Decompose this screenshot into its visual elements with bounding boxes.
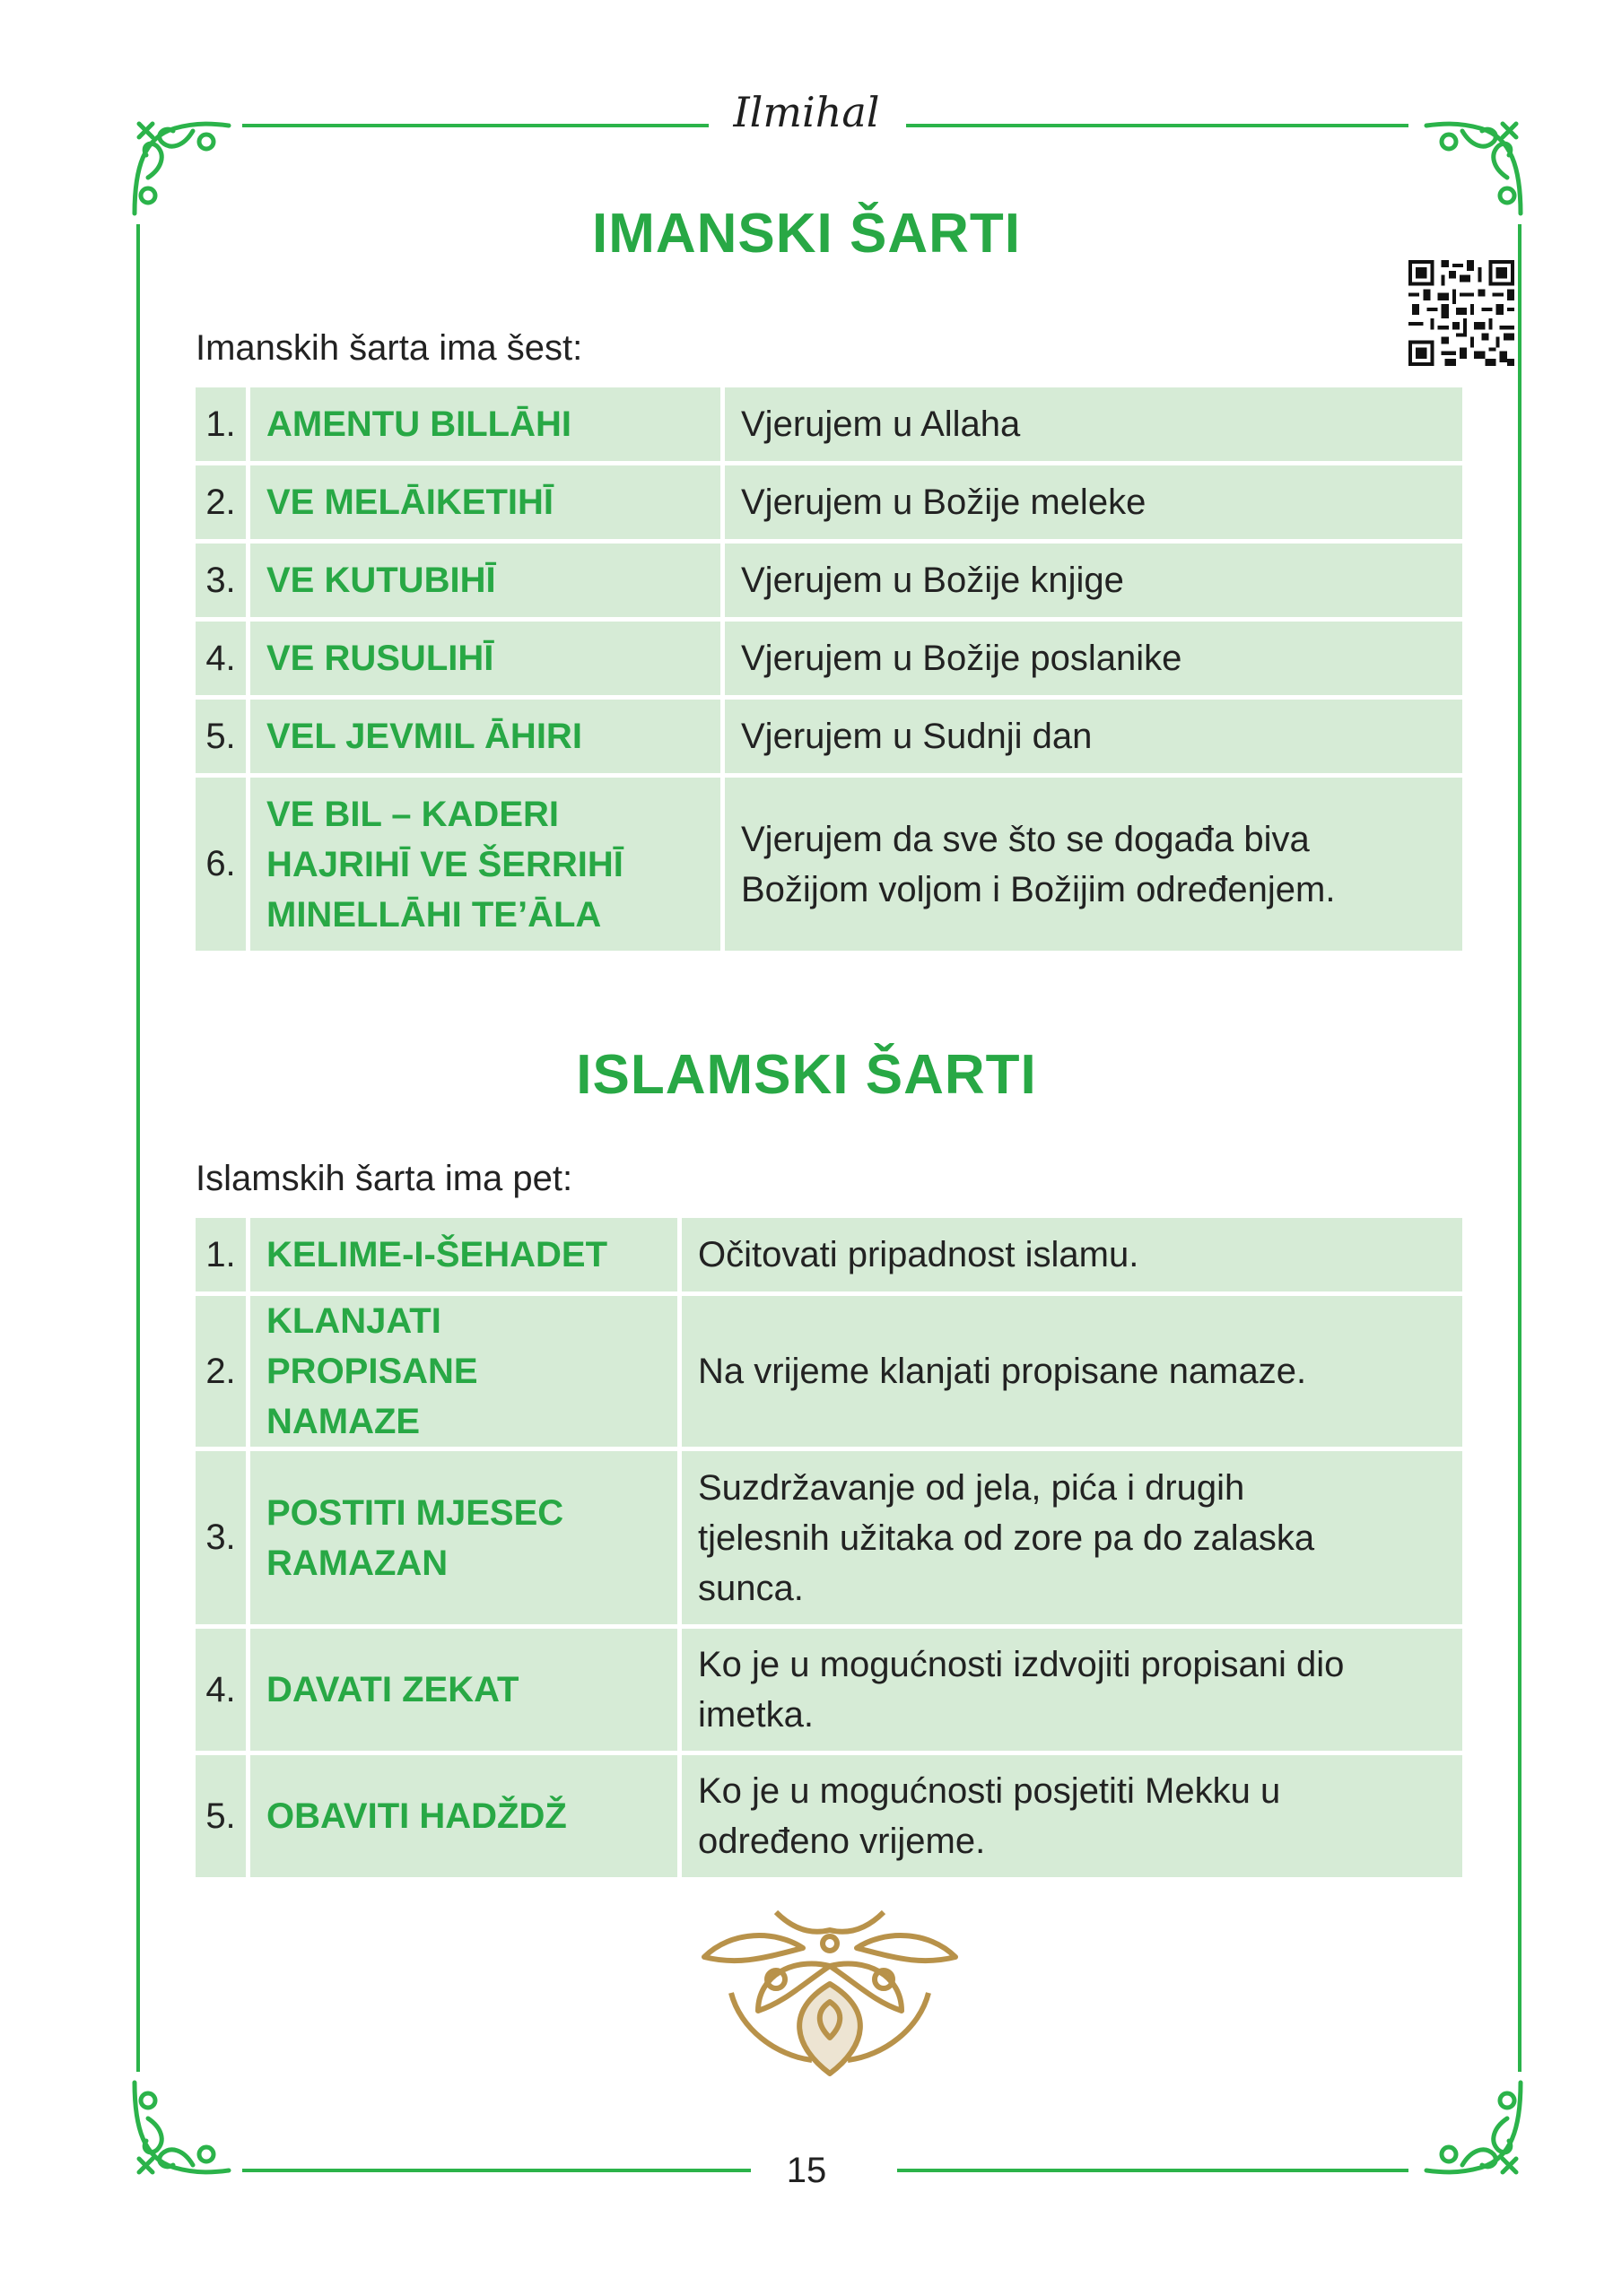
row-number: 6.: [196, 778, 246, 951]
row-meaning: [682, 1451, 1462, 1624]
running-header-text: Ilmihal: [709, 88, 905, 136]
row-term: [250, 778, 720, 951]
row-term: [250, 1629, 677, 1751]
row-meaning: [682, 1296, 1462, 1447]
row-term-line: AMENTU BILLĀHI: [266, 404, 571, 444]
row-number: 3.: [196, 544, 246, 617]
row-term-line: NAMAZE: [266, 1402, 421, 1441]
islamski-intro: Islamskih šarta ima pet:: [196, 1159, 573, 1198]
row-meaning-line: Vjerujem u Božije poslanike: [741, 639, 1182, 678]
row-meaning-line: Očitovati pripadnost islamu.: [698, 1235, 1139, 1274]
row-term: [250, 1218, 677, 1292]
row-meaning: [725, 700, 1462, 773]
row-term-line: POSTITI MJESEC: [266, 1492, 564, 1533]
row-term: [250, 622, 720, 695]
row-term-line: RAMAZAN: [266, 1543, 449, 1583]
row-meaning: [682, 1755, 1462, 1877]
row-meaning-line: tjelesnih užitaka od zore pa do zalaska: [698, 1518, 1315, 1558]
row-term: [250, 700, 720, 773]
row-meaning-line: određeno vrijeme.: [698, 1822, 986, 1861]
row-term-line: MINELLĀHI TE’ĀLA: [266, 894, 602, 935]
row-meaning-line: imetka.: [698, 1695, 814, 1735]
gold-mandala-ornament: [668, 1903, 991, 2083]
row-term: [250, 1296, 677, 1447]
row-number: 2.: [196, 465, 246, 539]
row-term-line: VE MELĀIKETIHĪ: [266, 483, 554, 522]
row-number: 4.: [196, 1629, 246, 1751]
page-number-text: 15: [751, 2151, 863, 2190]
frame-right-line: [1518, 224, 1521, 2072]
row-term-line: VEL JEVMIL ĀHIRI: [266, 717, 582, 756]
table-row: [196, 1755, 1462, 1877]
row-meaning-line: Vjerujem u Sudnji dan: [741, 717, 1093, 756]
row-term-line: DAVATI ZEKAT: [266, 1670, 519, 1709]
row-number: 1.: [196, 387, 246, 461]
row-meaning-line: Ko je u mogućnosti izdvojiti propisani dio: [698, 1645, 1345, 1684]
row-term-line: VE KUTUBIHĪ: [266, 561, 496, 600]
row-number: 1.: [196, 1218, 246, 1292]
table-row: [196, 1451, 1462, 1624]
row-meaning-line: Vjerujem da sve što se događa biva: [741, 819, 1310, 859]
table-row: [196, 387, 1462, 461]
table-row: [196, 1629, 1462, 1751]
islamski-title: ISLAMSKI ŠARTI: [576, 1044, 1037, 1106]
table-row: [196, 1296, 1462, 1447]
row-term-line: VE BIL – KADERI: [266, 794, 559, 834]
row-number: 5.: [196, 700, 246, 773]
islamski-table: [191, 1213, 1467, 1882]
row-meaning: [725, 465, 1462, 539]
row-number: 2.: [196, 1296, 246, 1447]
row-term-line: VE RUSULIHĪ: [266, 639, 494, 678]
row-term: [250, 1451, 677, 1624]
row-term: [250, 544, 720, 617]
row-meaning: [682, 1629, 1462, 1751]
row-number: 4.: [196, 622, 246, 695]
row-meaning-line: Na vrijeme klanjati propisane namaze.: [698, 1352, 1307, 1391]
imanski-intro: Imanskih šarta ima šest:: [196, 328, 583, 368]
row-term: [250, 465, 720, 539]
row-meaning-line: Suzdržavanje od jela, pića i drugih: [698, 1467, 1245, 1508]
imanski-table: [191, 383, 1467, 955]
row-term-line: KLANJATI PROPISANE: [266, 1301, 478, 1391]
table-row: [196, 465, 1462, 539]
row-meaning-line: Božijom voljom i Božijim određenjem.: [741, 869, 1336, 909]
row-meaning: [725, 387, 1462, 461]
row-meaning-line: Vjerujem u Božije meleke: [741, 483, 1147, 522]
running-header: [0, 88, 1613, 136]
table-row: [196, 544, 1462, 617]
row-meaning: [682, 1218, 1462, 1292]
row-meaning: [725, 778, 1462, 951]
row-meaning-line: sunca.: [698, 1568, 804, 1608]
row-term: [250, 387, 720, 461]
frame-left-line: [136, 224, 140, 2072]
row-meaning-line: Ko je u mogućnosti posjetiti Mekku u: [698, 1771, 1281, 1811]
page-number: [0, 2151, 1613, 2191]
row-meaning: [725, 622, 1462, 695]
qr-code[interactable]: [1408, 260, 1514, 366]
row-term-line: KELIME-I-ŠEHADET: [266, 1235, 607, 1274]
row-meaning-line: Vjerujem u Božije knjige: [741, 561, 1124, 600]
table-row: [196, 700, 1462, 773]
row-number: 5.: [196, 1755, 246, 1877]
row-number: 3.: [196, 1451, 246, 1624]
table-row: [196, 1218, 1462, 1292]
imanski-title: IMANSKI ŠARTI: [592, 203, 1021, 265]
row-term-line: OBAVITI HADŽDŽ: [266, 1796, 567, 1836]
table-row: [196, 622, 1462, 695]
row-term-line: HAJRIHĪ VE ŠERRIHĪ: [266, 844, 623, 884]
table-row: [196, 778, 1462, 951]
row-meaning: [725, 544, 1462, 617]
row-term: [250, 1755, 677, 1877]
row-meaning-line: Vjerujem u Allaha: [741, 404, 1021, 444]
